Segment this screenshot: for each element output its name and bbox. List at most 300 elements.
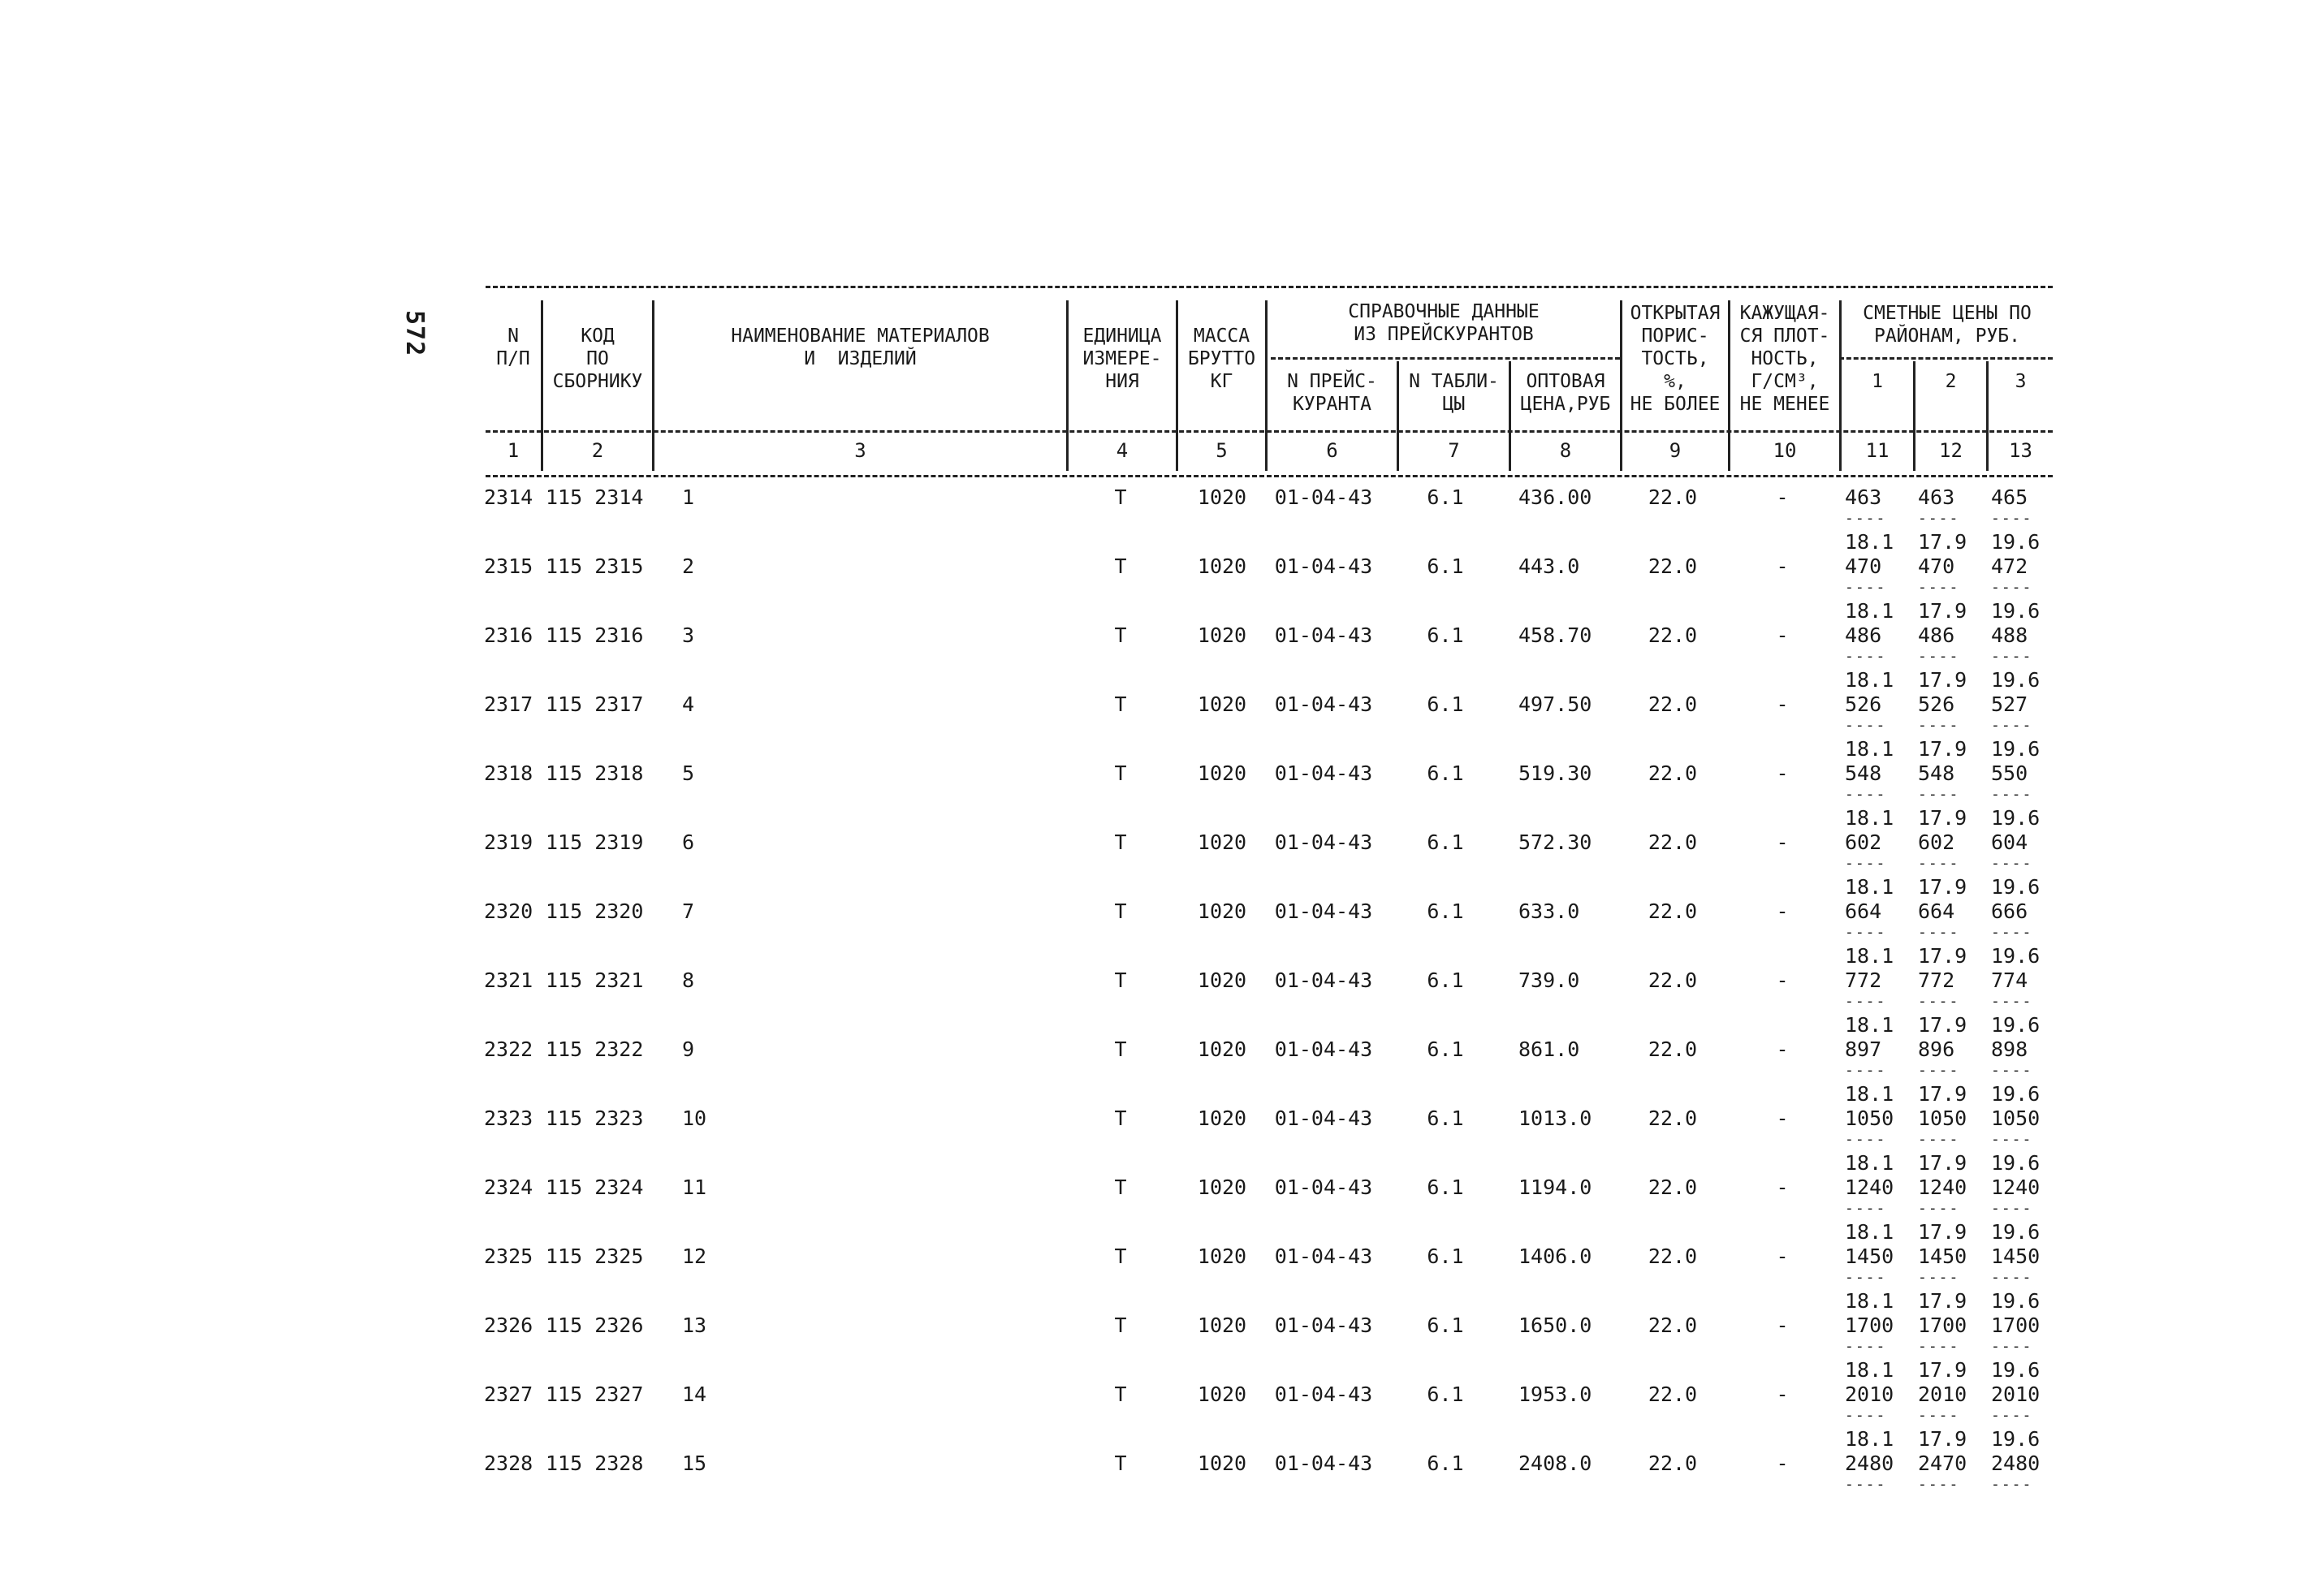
row-density: -	[1776, 968, 1789, 992]
price-underline: ----	[1991, 924, 2033, 941]
price-underline: ----	[1845, 993, 1887, 1010]
price-underline: ----	[1991, 579, 2033, 596]
row-code: 115 2327	[546, 1382, 644, 1406]
row-table-number: 6.1	[1427, 623, 1464, 647]
row-unit: Т	[1114, 1175, 1127, 1199]
price-underline: ----	[1845, 1407, 1887, 1424]
row-wholesale-price: 739.0	[1518, 968, 1580, 992]
row-price-region-2: 526	[1918, 692, 1955, 716]
row-coefficient-region-1: 18.1	[1845, 1151, 1894, 1175]
row-price-region-2: 772	[1918, 968, 1955, 992]
price-underline: ----	[1845, 1131, 1887, 1148]
row-material-name: 3	[682, 623, 695, 647]
row-coefficient-region-3: 19.6	[1991, 530, 2041, 554]
header-mass: МАССА БРУТТО КГ	[1187, 326, 1256, 392]
row-code: 115 2320	[546, 899, 644, 923]
row-density: -	[1776, 830, 1789, 854]
row-porosity: 22.0	[1648, 830, 1698, 854]
row-material-name: 1	[682, 485, 695, 509]
row-price-region-3: 898	[1991, 1037, 2028, 1061]
row-coefficient-region-3: 19.6	[1991, 1082, 2041, 1106]
header-region-3: 3	[2015, 371, 2027, 392]
row-wholesale-price: 1650.0	[1518, 1313, 1592, 1337]
row-price-region-1: 526	[1845, 692, 1882, 716]
row-table-number: 6.1	[1427, 830, 1464, 854]
price-underline: ----	[1918, 1476, 1960, 1493]
row-price-region-3: 472	[1991, 554, 2028, 578]
row-price-region-1: 2480	[1845, 1451, 1894, 1475]
row-pricelist: 01-04-43	[1274, 623, 1373, 647]
row-density: -	[1776, 899, 1789, 923]
price-underline: ----	[1918, 1131, 1960, 1148]
row-price-region-3: 1240	[1991, 1175, 2041, 1199]
row-material-name: 5	[682, 761, 695, 785]
row-material-name: 14	[682, 1382, 707, 1406]
row-wholesale-price: 1953.0	[1518, 1382, 1592, 1406]
row-table-number: 6.1	[1427, 1175, 1464, 1199]
row-coefficient-region-1: 18.1	[1845, 875, 1894, 899]
row-pricelist: 01-04-43	[1274, 830, 1373, 854]
row-coefficient-region-2: 17.9	[1918, 1427, 1967, 1451]
prices-group-rule	[1839, 357, 2053, 360]
row-pricelist: 01-04-43	[1274, 1382, 1373, 1406]
price-underline: ----	[1845, 1062, 1887, 1079]
header-pricelist: N ПРЕЙС- КУРАНТА	[1287, 371, 1377, 415]
price-underline: ----	[1918, 1269, 1960, 1286]
row-code: 115 2314	[546, 485, 644, 509]
price-underline: ----	[1991, 1269, 2033, 1286]
header-porosity: ОТКРЫТАЯ ПОРИС- ТОСТЬ, %, НЕ БОЛЕЕ	[1630, 303, 1721, 415]
price-underline: ----	[1918, 1407, 1960, 1424]
row-pricelist: 01-04-43	[1274, 1037, 1373, 1061]
row-unit: Т	[1114, 623, 1127, 647]
row-price-region-3: 465	[1991, 485, 2028, 509]
row-mass: 1020	[1197, 899, 1247, 923]
row-density: -	[1776, 1244, 1789, 1268]
row-number: 2314	[484, 485, 533, 509]
header-density: КАЖУЩАЯ- СЯ ПЛОТ- НОСТЬ, Г/СМ³, НЕ МЕНЕЕ	[1739, 303, 1830, 415]
row-number: 2327	[484, 1382, 533, 1406]
row-material-name: 13	[682, 1313, 707, 1337]
row-coefficient-region-2: 17.9	[1918, 599, 1967, 623]
row-unit: Т	[1114, 1451, 1127, 1475]
row-price-region-2: 470	[1918, 554, 1955, 578]
price-underline: ----	[1918, 855, 1960, 872]
row-price-region-2: 664	[1918, 899, 1955, 923]
row-coefficient-region-2: 17.9	[1918, 1082, 1967, 1106]
price-underline: ----	[1845, 855, 1887, 872]
row-price-region-3: 527	[1991, 692, 2028, 716]
row-coefficient-region-3: 19.6	[1991, 668, 2041, 692]
row-porosity: 22.0	[1648, 1037, 1698, 1061]
header-estimated-prices: СМЕТНЫЕ ЦЕНЫ ПО РАЙОНАМ, РУБ.	[1863, 303, 2032, 347]
row-price-region-3: 488	[1991, 623, 2028, 647]
price-underline: ----	[1991, 786, 2033, 803]
row-coefficient-region-1: 18.1	[1845, 806, 1894, 830]
price-underline: ----	[1918, 1338, 1960, 1355]
row-number: 2323	[484, 1106, 533, 1130]
row-price-region-1: 1700	[1845, 1313, 1894, 1337]
column-number: 11	[1865, 439, 1890, 462]
row-unit: Т	[1114, 1037, 1127, 1061]
row-porosity: 22.0	[1648, 554, 1698, 578]
row-wholesale-price: 1013.0	[1518, 1106, 1592, 1130]
header-reference-group: СПРАВОЧНЫЕ ДАННЫЕ ИЗ ПРЕЙСКУРАНТОВ	[1348, 301, 1540, 345]
row-unit: Т	[1114, 1382, 1127, 1406]
row-price-region-2: 548	[1918, 761, 1955, 785]
column-number: 10	[1773, 439, 1797, 462]
row-price-region-3: 1700	[1991, 1313, 2041, 1337]
row-code: 115 2319	[546, 830, 644, 854]
price-underline: ----	[1845, 1338, 1887, 1355]
row-unit: Т	[1114, 1106, 1127, 1130]
row-coefficient-region-1: 18.1	[1845, 1427, 1894, 1451]
row-material-name: 11	[682, 1175, 707, 1199]
row-table-number: 6.1	[1427, 1451, 1464, 1475]
row-coefficient-region-1: 18.1	[1845, 1220, 1894, 1244]
row-coefficient-region-1: 18.1	[1845, 1358, 1894, 1382]
price-underline: ----	[1845, 579, 1887, 596]
row-pricelist: 01-04-43	[1274, 761, 1373, 785]
row-unit: Т	[1114, 761, 1127, 785]
row-wholesale-price: 436.00	[1518, 485, 1592, 509]
row-porosity: 22.0	[1648, 485, 1698, 509]
row-coefficient-region-2: 17.9	[1918, 668, 1967, 692]
row-coefficient-region-1: 18.1	[1845, 1013, 1894, 1037]
row-price-region-1: 664	[1845, 899, 1882, 923]
price-underline: ----	[1918, 648, 1960, 665]
row-coefficient-region-2: 17.9	[1918, 1151, 1967, 1175]
price-underline: ----	[1845, 1269, 1887, 1286]
row-unit: Т	[1114, 1244, 1127, 1268]
price-underline: ----	[1991, 1476, 2033, 1493]
row-coefficient-region-2: 17.9	[1918, 1289, 1967, 1313]
price-underline: ----	[1918, 1200, 1960, 1217]
row-mass: 1020	[1197, 623, 1247, 647]
header-number: N П/П	[496, 326, 530, 369]
row-table-number: 6.1	[1427, 968, 1464, 992]
row-unit: Т	[1114, 899, 1127, 923]
row-price-region-3: 1450	[1991, 1244, 2041, 1268]
header-bottom-rule	[486, 430, 2053, 433]
row-coefficient-region-3: 19.6	[1991, 1013, 2041, 1037]
row-table-number: 6.1	[1427, 554, 1464, 578]
row-coefficient-region-1: 18.1	[1845, 1082, 1894, 1106]
row-table-number: 6.1	[1427, 761, 1464, 785]
row-number: 2318	[484, 761, 533, 785]
row-code: 115 2321	[546, 968, 644, 992]
row-table-number: 6.1	[1427, 485, 1464, 509]
row-wholesale-price: 633.0	[1518, 899, 1580, 923]
row-density: -	[1776, 1313, 1789, 1337]
row-price-region-3: 550	[1991, 761, 2028, 785]
row-porosity: 22.0	[1648, 1451, 1698, 1475]
row-price-region-2: 602	[1918, 830, 1955, 854]
row-price-region-2: 896	[1918, 1037, 1955, 1061]
price-underline: ----	[1918, 924, 1960, 941]
row-number: 2326	[484, 1313, 533, 1337]
row-pricelist: 01-04-43	[1274, 1313, 1373, 1337]
row-density: -	[1776, 761, 1789, 785]
row-coefficient-region-3: 19.6	[1991, 599, 2041, 623]
price-underline: ----	[1991, 1338, 2033, 1355]
row-wholesale-price: 1406.0	[1518, 1244, 1592, 1268]
row-code: 115 2324	[546, 1175, 644, 1199]
row-price-region-2: 1450	[1918, 1244, 1967, 1268]
row-material-name: 7	[682, 899, 695, 923]
row-porosity: 22.0	[1648, 899, 1698, 923]
row-price-region-1: 897	[1845, 1037, 1882, 1061]
price-underline: ----	[1845, 1200, 1887, 1217]
column-number: 6	[1326, 439, 1338, 462]
row-price-region-2: 1700	[1918, 1313, 1967, 1337]
price-underline: ----	[1991, 1062, 2033, 1079]
row-table-number: 6.1	[1427, 899, 1464, 923]
row-table-number: 6.1	[1427, 1244, 1464, 1268]
row-coefficient-region-2: 17.9	[1918, 944, 1967, 968]
row-number: 2321	[484, 968, 533, 992]
row-code: 115 2315	[546, 554, 644, 578]
row-table-number: 6.1	[1427, 1382, 1464, 1406]
price-underline: ----	[1918, 786, 1960, 803]
column-number: 7	[1448, 439, 1460, 462]
price-underline: ----	[1991, 717, 2033, 734]
row-density: -	[1776, 623, 1789, 647]
row-price-region-1: 1050	[1845, 1106, 1894, 1130]
row-wholesale-price: 2408.0	[1518, 1451, 1592, 1475]
row-coefficient-region-2: 17.9	[1918, 530, 1967, 554]
row-code: 115 2328	[546, 1451, 644, 1475]
row-mass: 1020	[1197, 761, 1247, 785]
header-table-number: N ТАБЛИ- ЦЫ	[1409, 371, 1499, 415]
row-pricelist: 01-04-43	[1274, 692, 1373, 716]
row-material-name: 9	[682, 1037, 695, 1061]
row-code: 115 2317	[546, 692, 644, 716]
row-unit: Т	[1114, 692, 1127, 716]
price-underline: ----	[1918, 717, 1960, 734]
row-pricelist: 01-04-43	[1274, 554, 1373, 578]
row-table-number: 6.1	[1427, 1037, 1464, 1061]
row-coefficient-region-2: 17.9	[1918, 1013, 1967, 1037]
price-underline: ----	[1991, 510, 2033, 527]
price-underline: ----	[1845, 717, 1887, 734]
row-wholesale-price: 861.0	[1518, 1037, 1580, 1061]
row-mass: 1020	[1197, 830, 1247, 854]
row-number: 2328	[484, 1451, 533, 1475]
row-coefficient-region-3: 19.6	[1991, 875, 2041, 899]
row-code: 115 2316	[546, 623, 644, 647]
row-coefficient-region-2: 17.9	[1918, 1358, 1967, 1382]
ref-group-rule	[1271, 357, 1620, 360]
row-number: 2315	[484, 554, 533, 578]
row-code: 115 2325	[546, 1244, 644, 1268]
row-material-name: 15	[682, 1451, 707, 1475]
row-mass: 1020	[1197, 1106, 1247, 1130]
row-mass: 1020	[1197, 968, 1247, 992]
row-pricelist: 01-04-43	[1274, 1175, 1373, 1199]
row-coefficient-region-1: 18.1	[1845, 599, 1894, 623]
row-price-region-1: 463	[1845, 485, 1882, 509]
price-underline: ----	[1991, 855, 2033, 872]
row-price-region-3: 2480	[1991, 1451, 2041, 1475]
row-coefficient-region-2: 17.9	[1918, 875, 1967, 899]
row-coefficient-region-3: 19.6	[1991, 1220, 2041, 1244]
header-code: КОД ПО СБОРНИКУ	[552, 326, 643, 392]
row-material-name: 6	[682, 830, 695, 854]
row-mass: 1020	[1197, 1451, 1247, 1475]
column-number: 1	[507, 439, 520, 462]
row-wholesale-price: 443.0	[1518, 554, 1580, 578]
column-number: 9	[1669, 439, 1682, 462]
row-porosity: 22.0	[1648, 1175, 1698, 1199]
row-price-region-2: 1050	[1918, 1106, 1967, 1130]
row-density: -	[1776, 1382, 1789, 1406]
column-number: 3	[854, 439, 866, 462]
row-coefficient-region-2: 17.9	[1918, 737, 1967, 761]
row-table-number: 6.1	[1427, 1313, 1464, 1337]
row-porosity: 22.0	[1648, 968, 1698, 992]
row-price-region-1: 470	[1845, 554, 1882, 578]
row-number: 2320	[484, 899, 533, 923]
row-number: 2325	[484, 1244, 533, 1268]
row-porosity: 22.0	[1648, 1106, 1698, 1130]
row-price-region-3: 774	[1991, 968, 2028, 992]
column-numbers-rule	[486, 475, 2053, 477]
row-code: 115 2323	[546, 1106, 644, 1130]
header-material-name: НАИМЕНОВАНИЕ МАТЕРИАЛОВ И ИЗДЕЛИЙ	[731, 326, 990, 369]
header-unit: ЕДИНИЦА ИЗМЕРЕ- НИЯ	[1082, 326, 1162, 392]
row-price-region-2: 2470	[1918, 1451, 1967, 1475]
row-code: 115 2318	[546, 761, 644, 785]
row-coefficient-region-1: 18.1	[1845, 668, 1894, 692]
row-price-region-1: 1450	[1845, 1244, 1894, 1268]
page-number: 572	[400, 310, 429, 357]
price-underline: ----	[1991, 1131, 2033, 1148]
row-price-region-2: 1240	[1918, 1175, 1967, 1199]
row-porosity: 22.0	[1648, 1313, 1698, 1337]
row-pricelist: 01-04-43	[1274, 1244, 1373, 1268]
row-price-region-2: 486	[1918, 623, 1955, 647]
row-coefficient-region-1: 18.1	[1845, 944, 1894, 968]
row-price-region-3: 2010	[1991, 1382, 2041, 1406]
row-density: -	[1776, 1037, 1789, 1061]
row-coefficient-region-3: 19.6	[1991, 1289, 2041, 1313]
price-underline: ----	[1845, 1476, 1887, 1493]
row-mass: 1020	[1197, 1175, 1247, 1199]
price-underline: ----	[1918, 579, 1960, 596]
row-price-region-1: 2010	[1845, 1382, 1894, 1406]
row-price-region-1: 602	[1845, 830, 1882, 854]
row-porosity: 22.0	[1648, 1244, 1698, 1268]
row-density: -	[1776, 554, 1789, 578]
row-coefficient-region-1: 18.1	[1845, 1289, 1894, 1313]
row-pricelist: 01-04-43	[1274, 899, 1373, 923]
row-price-region-1: 486	[1845, 623, 1882, 647]
row-coefficient-region-2: 17.9	[1918, 806, 1967, 830]
row-material-name: 2	[682, 554, 695, 578]
price-underline: ----	[1991, 1407, 2033, 1424]
row-unit: Т	[1114, 554, 1127, 578]
row-coefficient-region-3: 19.6	[1991, 737, 2041, 761]
row-number: 2316	[484, 623, 533, 647]
row-coefficient-region-1: 18.1	[1845, 737, 1894, 761]
price-underline: ----	[1991, 648, 2033, 665]
price-underline: ----	[1918, 510, 1960, 527]
price-underline: ----	[1845, 648, 1887, 665]
row-price-region-1: 772	[1845, 968, 1882, 992]
row-coefficient-region-3: 19.6	[1991, 806, 2041, 830]
row-number: 2324	[484, 1175, 533, 1199]
row-number: 2319	[484, 830, 533, 854]
row-number: 2322	[484, 1037, 533, 1061]
row-pricelist: 01-04-43	[1274, 1106, 1373, 1130]
header-wholesale-price: ОПТОВАЯ ЦЕНА,РУБ	[1520, 371, 1611, 415]
row-unit: Т	[1114, 830, 1127, 854]
row-code: 115 2322	[546, 1037, 644, 1061]
header-region-1: 1	[1872, 371, 1883, 392]
price-underline: ----	[1918, 993, 1960, 1010]
row-unit: Т	[1114, 1313, 1127, 1337]
row-material-name: 4	[682, 692, 695, 716]
price-underline: ----	[1991, 1200, 2033, 1217]
row-price-region-3: 666	[1991, 899, 2028, 923]
row-wholesale-price: 519.30	[1518, 761, 1592, 785]
row-coefficient-region-3: 19.6	[1991, 944, 2041, 968]
row-density: -	[1776, 692, 1789, 716]
row-price-region-1: 1240	[1845, 1175, 1894, 1199]
table-top-rule	[486, 286, 2053, 288]
row-material-name: 12	[682, 1244, 707, 1268]
row-coefficient-region-3: 19.6	[1991, 1358, 2041, 1382]
row-wholesale-price: 497.50	[1518, 692, 1592, 716]
row-density: -	[1776, 1175, 1789, 1199]
column-number: 4	[1116, 439, 1129, 462]
row-density: -	[1776, 1106, 1789, 1130]
row-code: 115 2326	[546, 1313, 644, 1337]
column-number: 5	[1216, 439, 1228, 462]
row-wholesale-price: 458.70	[1518, 623, 1592, 647]
column-number: 13	[2009, 439, 2032, 462]
row-price-region-2: 463	[1918, 485, 1955, 509]
row-density: -	[1776, 1451, 1789, 1475]
row-price-region-3: 1050	[1991, 1106, 2041, 1130]
row-number: 2317	[484, 692, 533, 716]
row-porosity: 22.0	[1648, 1382, 1698, 1406]
row-porosity: 22.0	[1648, 692, 1698, 716]
column-number: 8	[1559, 439, 1572, 462]
price-underline: ----	[1918, 1062, 1960, 1079]
row-price-region-2: 2010	[1918, 1382, 1967, 1406]
row-unit: Т	[1114, 968, 1127, 992]
row-pricelist: 01-04-43	[1274, 485, 1373, 509]
row-coefficient-region-3: 19.6	[1991, 1151, 2041, 1175]
row-coefficient-region-1: 18.1	[1845, 530, 1894, 554]
row-material-name: 8	[682, 968, 695, 992]
row-mass: 1020	[1197, 1244, 1247, 1268]
row-porosity: 22.0	[1648, 761, 1698, 785]
row-mass: 1020	[1197, 1313, 1247, 1337]
row-pricelist: 01-04-43	[1274, 968, 1373, 992]
row-mass: 1020	[1197, 485, 1247, 509]
price-underline: ----	[1991, 993, 2033, 1010]
price-underline: ----	[1845, 924, 1887, 941]
row-table-number: 6.1	[1427, 1106, 1464, 1130]
column-number: 12	[1939, 439, 1963, 462]
row-price-region-3: 604	[1991, 830, 2028, 854]
price-underline: ----	[1845, 510, 1887, 527]
row-coefficient-region-2: 17.9	[1918, 1220, 1967, 1244]
row-coefficient-region-3: 19.6	[1991, 1427, 2041, 1451]
